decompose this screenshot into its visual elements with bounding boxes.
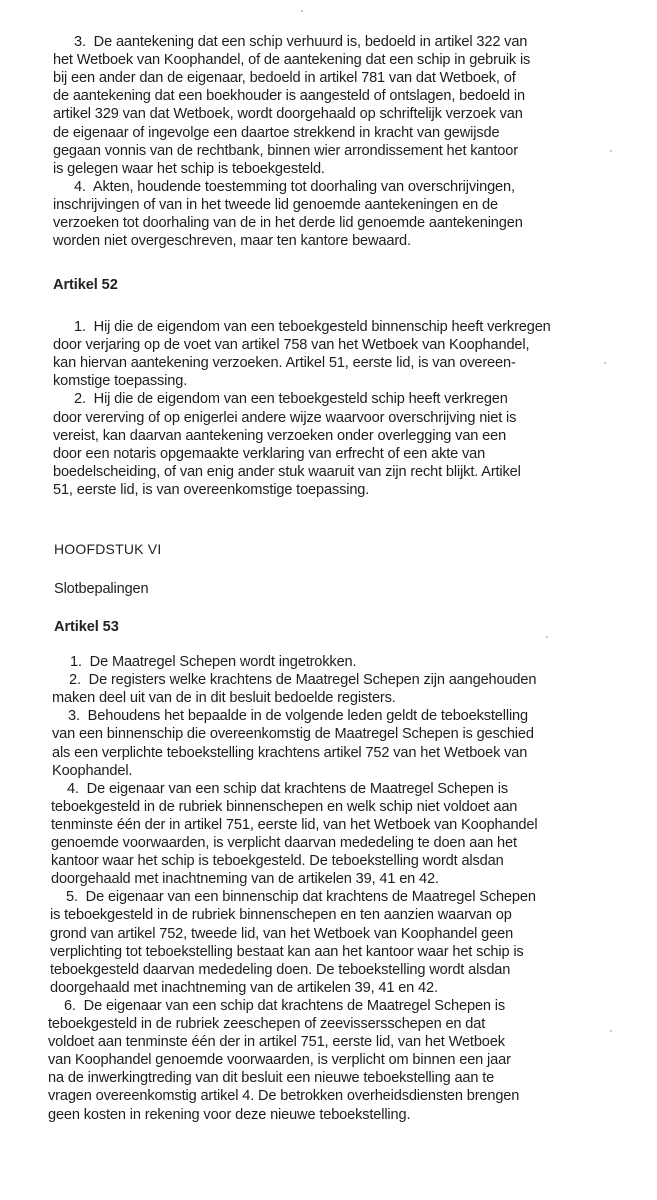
artikel-51-paragraph-3-line: de aantekening dat een boekhouder is aangesteld of ontslagen, bedoeld in: [53, 88, 525, 105]
artikel-52-paragraph-2-line: 51, eerste lid, is van overeenkomstige toepassing.: [53, 481, 370, 498]
chapter-heading: HOOFDSTUK VI: [54, 541, 162, 557]
artikel-53-paragraph-5-line: 5. De eigenaar van een binnenschip dat krachtens de Maatregel Schepen: [66, 889, 536, 906]
artikel-53-paragraph-4-line: doorgehaald met inachtneming van de artikelen 39, 41 en 42.: [51, 871, 439, 888]
artikel-51-paragraph-4-line: inschrijvingen of van in het tweede lid genoemde aantekeningen en de: [53, 196, 498, 213]
artikel-52-paragraph-1-line: kan hiervan aantekening verzoeken. Artikel 51, eerste lid, is van overeen-: [53, 355, 516, 372]
artikel-51-paragraph-4-line: verzoeken tot doorhaling van de in het derde lid genoemde aantekeningen: [53, 215, 523, 231]
artikel-53-paragraph-5-line: teboekgesteld daarvan mededeling doen. De teboekstelling wordt alsdan: [50, 961, 511, 978]
artikel-52-paragraph-2-line: vereist, kan daarvan aantekening verzoeken onder overlegging van een: [53, 427, 507, 444]
artikel-53-paragraph-2-line: 2. De registers welke krachtens de Maatregel Schepen zijn aangehouden: [69, 672, 537, 689]
artikel-51-paragraph-3-line: is gelegen waar het schip is teboekgesteld.: [53, 160, 325, 177]
artikel-51-paragraph-3-line: gegaan vonnis van de rechtbank, binnen wier arrondissement het kantoor: [53, 142, 518, 159]
artikel-52-heading: Artikel 52: [53, 277, 118, 293]
scan-speck: [610, 150, 612, 152]
artikel-51-paragraph-3-line: bij een ander dan de eigenaar, bedoeld in artikel 781 van dat Wetboek, of: [53, 70, 516, 87]
artikel-53-paragraph-4-line: kantoor waar het schip is teboekgesteld. De teboekstelling wordt alsdan: [51, 853, 504, 870]
artikel-51-paragraph-3-line: 3. De aantekening dat een schip verhuurd is, bedoeld in artikel 322 van: [74, 34, 528, 50]
artikel-53-paragraph-3-line: van een binnenschip die overeenkomstig de Maatregel Schepen is geschied: [52, 726, 534, 743]
artikel-53-paragraph-5-line: verplichting tot teboekstelling bestaat kan aan het kantoor waar het schip is: [50, 943, 524, 960]
artikel-53-paragraph-4-line: tenminste één der in artikel 751, eerste lid, van het Wetboek van Koophandel: [51, 816, 538, 833]
artikel-53-paragraph-3-line: als een verplichte teboekstelling krachtens artikel 752 van het Wetboek van: [52, 744, 528, 761]
artikel-53-paragraph-5-line: doorgehaald met inachtneming van de artikelen 39, 41 en 42.: [50, 979, 438, 996]
scan-speck: [546, 636, 548, 638]
artikel-53-paragraph-1-line: 1. De Maatregel Schepen wordt ingetrokken.: [70, 654, 357, 670]
artikel-53-paragraph-6-line: vragen overeenkomstig artikel 4. De betrokken overheidsdiensten brengen: [48, 1088, 520, 1105]
artikel-51-paragraph-3-line: artikel 329 van dat Wetboek, wordt doorgehaald op schriftelijk verzoek van: [53, 106, 523, 123]
artikel-53-paragraph-3-line: Koophandel.: [52, 762, 133, 779]
artikel-53-paragraph-5-line: grond van artikel 752, tweede lid, van het Wetboek van Koophandel geen: [50, 925, 514, 942]
artikel-52-paragraph-1-line: 1. Hij die de eigendom van een teboekgesteld binnenschip heeft verkregen: [74, 319, 551, 335]
artikel-53-paragraph-4-line: teboekgesteld in de rubriek binnenschepen en welk schip niet voldoet aan: [51, 798, 518, 815]
artikel-52-paragraph-2-line: 2. Hij die de eigendom van een teboekgesteld schip heeft verkregen: [74, 391, 508, 408]
artikel-52-paragraph-2-line: door een notaris opgemaakte verklaring van erfrecht of een akte van: [53, 445, 486, 462]
artikel-52-paragraph-1-line: komstige toepassing.: [53, 373, 188, 390]
scan-speck: [604, 362, 606, 364]
artikel-51-paragraph-3-line: de eigenaar of ingevolge een daartoe strekkend in kracht van gewijsde: [53, 124, 500, 141]
artikel-52-paragraph-2-line: boedelscheiding, of van enig ander stuk waaruit van zijn recht blijkt. Artikel: [53, 463, 521, 480]
artikel-53-paragraph-2-line: maken deel uit van de in dit besluit bedoelde registers.: [52, 690, 396, 707]
scan-speck: [301, 10, 303, 12]
artikel-51-paragraph-4-line: 4. Akten, houdende toestemming tot doorhaling van overschrijvingen,: [74, 178, 515, 195]
artikel-51-paragraph-4-line: worden niet overgeschreven, maar ten kantore bewaard.: [53, 233, 411, 250]
scan-speck: [610, 1030, 612, 1032]
artikel-53-paragraph-5-line: is teboekgesteld in de rubriek binnenschepen en ten aanzien waarvan op: [50, 907, 512, 924]
artikel-52-paragraph-2-line: door vererving of op enigerlei andere wijze waarvoor overschrijving niet is: [53, 409, 517, 426]
chapter-subheading: Slotbepalingen: [54, 581, 149, 597]
artikel-53-paragraph-6-line: voldoet aan tenminste één der in artikel 751, eerste lid, van het Wetboek: [48, 1034, 505, 1051]
artikel-51-paragraph-3-line: het Wetboek van Koophandel, of de aantekening dat een schip in gebruik is: [53, 52, 531, 69]
artikel-53-paragraph-6-line: van Koophandel genoemde voorwaarden, is verplicht om binnen een jaar: [48, 1052, 511, 1069]
artikel-53-heading: Artikel 53: [54, 619, 119, 635]
artikel-53-paragraph-4-line: 4. De eigenaar van een schip dat krachtens de Maatregel Schepen is: [67, 780, 509, 797]
artikel-53-paragraph-6-line: na de inwerkingtreding van dit besluit een nieuwe teboekstelling aan te: [48, 1070, 495, 1087]
artikel-53-paragraph-6-line: 6. De eigenaar van een schip dat krachtens de Maatregel Schepen is: [64, 997, 506, 1014]
artikel-53-paragraph-6-line: geen kosten in rekening voor deze nieuwe teboekstelling.: [48, 1106, 411, 1123]
artikel-53-paragraph-6-line: teboekgesteld in de rubriek zeeschepen of zeevissersschepen en dat: [48, 1016, 486, 1032]
artikel-52-paragraph-1-line: door verjaring op de voet van artikel 758 van het Wetboek van Koophandel,: [53, 337, 530, 354]
artikel-53-paragraph-3-line: 3. Behoudens het bepaalde in de volgende leden geldt de teboekstelling: [68, 708, 528, 725]
artikel-53-paragraph-4-line: genoemde voorwaarden, is verplicht daarvan mededeling te doen aan het: [51, 835, 517, 851]
